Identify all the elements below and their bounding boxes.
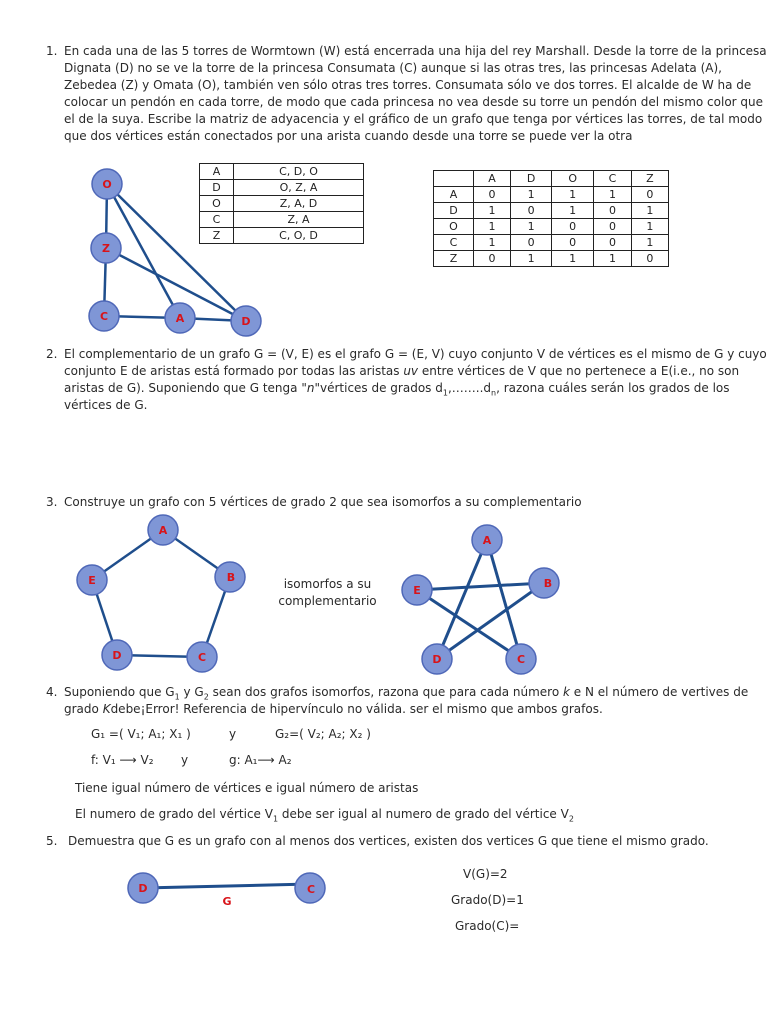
q4-line: Suponiendo que $G_1$ y $G_2$ sean dos grafos isomorfos, razona que para cada número k e N el número de vertives de — [64, 685, 749, 702]
svg-text:B: B — [543, 577, 553, 590]
q1-line: que dos vértices están conectados por una arista cuando desde una torre se puede ver la otra — [64, 129, 633, 143]
svg-text:C: C — [197, 651, 207, 664]
q1-line: Zebedea (Z) y Omata (O), también ven sólo otras tres torres. Consumata sólo ve dos torres. El alcalde de W ha de — [64, 78, 752, 92]
svg-text:D: D — [241, 315, 251, 328]
svg-text:E: E — [88, 574, 96, 587]
q5-edge-label: G — [222, 895, 232, 908]
q2-line: El complementario de un grafo G = (V, E) es el grafo G = (E, V) cuyo conjunto V de vértices es el mismo de G y cuyo — [64, 347, 767, 361]
q5-number: 5. — [46, 834, 58, 848]
g-mapping: g: A₁⟶ A₂ — [229, 753, 292, 767]
svg-text:Z: Z — [102, 242, 110, 255]
q5-vertex-d — [128, 873, 158, 903]
svg-text:D: D — [112, 649, 122, 662]
svg-text:A: A — [175, 312, 185, 325]
table-row: C Z, A — [200, 212, 364, 228]
q1-line: Dignata (D) no se ve la torre de la princesa Consumata (C) aunque si las otras tres, las princesas Adelata (A), — [64, 61, 722, 75]
q2-line: conjunto E de aristas está formado por todas las aristas uv entre vértices de V que no pertenece a E(i.e., no son — [64, 364, 740, 378]
g1-definition: G₁ =( V₁; A₁; X₁ ) — [91, 727, 191, 741]
and-text: y — [229, 727, 237, 741]
q3-number: 3. — [46, 495, 58, 509]
table-row: D O, Z, A — [200, 180, 364, 196]
q5-grado-c: Grado(C)= — [455, 919, 520, 933]
q1-line: En cada una de las 5 torres de Wormtown (W) está encerrada una hija del rey Marshall. Desde la torre de la princesa — [64, 44, 767, 58]
table-row: Z C, O, D — [200, 228, 364, 244]
q4-line: grado Kdebe¡Error! Referencia de hipervínculo no válida. ser el mismo que ambos grafos. — [64, 702, 603, 716]
q5-vertex-c — [295, 873, 325, 903]
svg-text:C: C — [306, 883, 316, 896]
f-mapping: f: V₁ ⟶ V₂ — [91, 753, 154, 767]
table-row: C 1 0 0 0 1 — [434, 235, 669, 251]
q1-line: el de la suya. Escribe la matriz de adyacencia y el gráfico de un grafo que tenga por vértices las torres, de tal modo — [64, 112, 763, 126]
q2-number: 2. — [46, 347, 58, 361]
and-text: y — [181, 753, 189, 767]
svg-text:B: B — [226, 571, 236, 584]
q5-vg: V(G)=2 — [463, 867, 508, 881]
table-row: A C, D, O — [200, 164, 364, 180]
q5-text: Demuestra que G es un grafo con al menos dos vertices, existen dos vertices G que tiene el mismo grado. — [68, 834, 709, 848]
g2-definition: G₂=( V₂; A₂; X₂ ) — [275, 727, 371, 741]
table-row: Z 0 1 1 1 0 — [434, 251, 669, 267]
q1-line: colocar un pendón en cada torre, de modo que cada princesa no vea desde su torre un pendón del mismo color que — [64, 95, 764, 109]
svg-text:C: C — [516, 653, 526, 666]
q4-same-count: Tiene igual número de vértices e igual número de aristas — [75, 781, 419, 795]
svg-text:A: A — [482, 534, 492, 547]
svg-text:E: E — [413, 584, 421, 597]
q4-number: 4. — [46, 685, 58, 699]
q2-line: aristas de G). Suponiendo que G tenga "n"vértices de grados $d_1,\dots\dots..d_n$, razona cuáles serán los grados de los — [64, 381, 730, 398]
q5-grado-d: Grado(D)=1 — [451, 893, 524, 907]
svg-text:D: D — [138, 882, 148, 895]
table-row: A 0 1 1 1 0 — [434, 187, 669, 203]
table-row: D 1 0 1 0 1 — [434, 203, 669, 219]
table-row: O Z, A, D — [200, 196, 364, 212]
q4-degree-statement: El numero de grado del vértice $V_1$ debe ser igual al numero de grado del vértice $V_2$ — [75, 807, 574, 824]
svg-text:D: D — [432, 653, 442, 666]
svg-text:O: O — [102, 178, 112, 191]
q3-text: Construye un grafo con 5 vértices de grado 2 que sea isomorfos a su complementario — [64, 495, 582, 509]
q1-number: 1. — [46, 44, 58, 58]
isomorphic-label: isomorfos a su complementario — [278, 577, 377, 608]
svg-text:C: C — [99, 310, 109, 323]
svg-text:A: A — [158, 524, 168, 537]
table-row: O 1 1 0 0 1 — [434, 219, 669, 235]
q2-line: vértices de G. — [64, 398, 148, 412]
table-header-row: A D O C Z — [434, 171, 669, 187]
